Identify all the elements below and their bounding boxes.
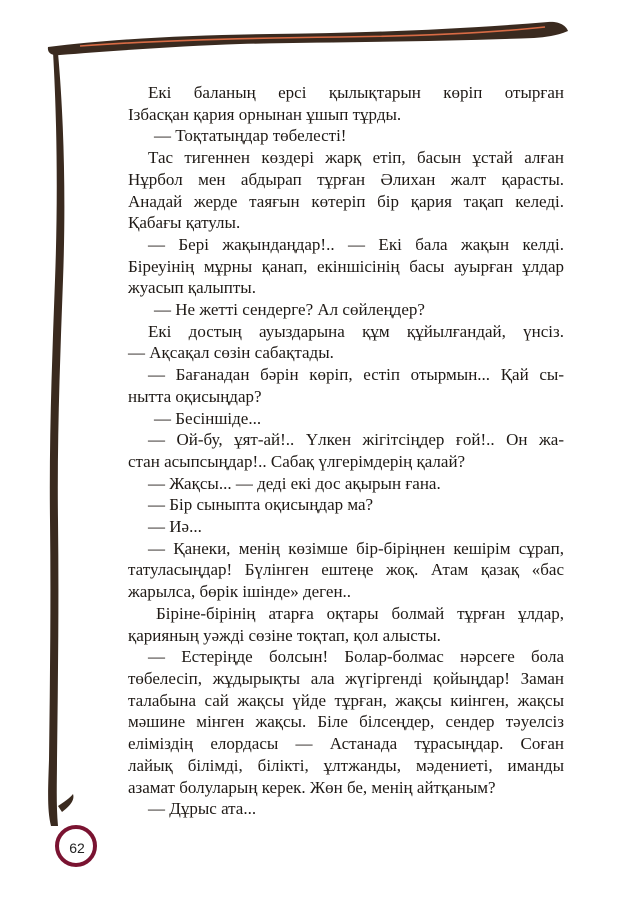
text-line: — Ақсақал сөзін сабақтады. bbox=[128, 343, 334, 363]
page-number: 62 bbox=[69, 840, 85, 856]
text-line: Ізбасқан қария орнынан ұшып тұрды. bbox=[128, 104, 402, 124]
text-line: Қабағы қатулы. bbox=[128, 213, 241, 233]
text-line: төбелесіп, жұдырықты ала жүгіргенді қойыңдар! Заман bbox=[128, 668, 564, 688]
text-line: еліміздің елордасы — Астанада тұрасыңдар. Соған bbox=[128, 734, 564, 754]
text-line: стан асыпсыңдар!.. Сабақ үлгерімдерің қалай? bbox=[128, 451, 466, 471]
text-line: — Бір сыныпта оқисыңдар ма? bbox=[148, 495, 374, 515]
text-line: лайық білімді, білікті, ұлтжанды, мәдениеті, иманды bbox=[128, 755, 564, 775]
text-line: Біріне-бірінің атарға оқтары болмай тұрған ұлдар, bbox=[156, 603, 564, 623]
text-line: Екі баланың ерсі қылықтарын көріп отырған bbox=[148, 83, 564, 102]
text-line: — Жақсы... — деді екі дос ақырын ғана. bbox=[148, 473, 441, 493]
text-line: мәшине мінген жақсы. Біле білсеңдер, сендер тәуелсіз bbox=[128, 712, 564, 732]
text-line: — Дұрыс ата... bbox=[148, 799, 257, 819]
text-line: — Бесіншіде... bbox=[154, 408, 262, 428]
text-line: татуласыңдар! Бүлінген ештеңе жоқ. Атам қазақ «бас bbox=[128, 560, 564, 580]
text-line: — Қанеки, менің көзімше бір-біріңнен кешірім сұрап, bbox=[148, 538, 564, 558]
text-line: — Иә... bbox=[148, 517, 202, 537]
text-line: қарияның уәжді сөзіне тоқтап, қол алысты. bbox=[128, 625, 441, 645]
text-line: Біреуінің мұрны қанап, екіншісінің басы ауырған ұлдар bbox=[128, 256, 564, 276]
text-line: — Тоқтатыңдар төбелесті! bbox=[154, 126, 347, 146]
text-line: азамат болуларың керек. Жөн бе, менің айтқаным? bbox=[128, 777, 496, 797]
top-branch bbox=[48, 22, 568, 55]
text-line: Анадай жерде таяғын көтеріп бір қария тақап келеді. bbox=[128, 191, 564, 211]
text-line: жуасып қалыпты. bbox=[128, 278, 256, 298]
text-line: — Естеріңде болсын! Болар-болмас нәрсеге бола bbox=[148, 647, 564, 667]
text-line: — Бері жақындаңдар!.. — Екі бала жақын келді. bbox=[148, 234, 564, 254]
text-line: жарылса, бөрік ішінде» деген.. bbox=[128, 582, 352, 602]
left-branch-twig bbox=[58, 794, 73, 812]
page-number-badge bbox=[55, 825, 97, 867]
text-line: — Ой-бу, ұят-ай!.. Үлкен жігітсіңдер ғой!.. Он жа- bbox=[148, 430, 564, 450]
text-line: — Не жетті сендерге? Ал сөйлеңдер? bbox=[154, 300, 425, 320]
text-line: Екі достың ауыздарына құм құйылғандай, үнсіз. bbox=[148, 321, 564, 341]
story-text bbox=[128, 82, 564, 820]
text-line: нытта оқисыңдар? bbox=[128, 386, 262, 406]
text-line: Тас тигеннен көздері жарқ етіп, басын ұстай алған bbox=[148, 148, 564, 168]
text-line: Нұрбол мен абдырап тұрған Әлихан жалт қарасты. bbox=[128, 169, 564, 189]
text-line: талабына сай жақсы үйде тұрған, жақсы киінген, жақсы bbox=[128, 690, 564, 710]
text-line: — Бағанадан бәрін көріп, естіп отырмын... Қай сы- bbox=[148, 365, 564, 385]
left-branch bbox=[48, 52, 64, 826]
